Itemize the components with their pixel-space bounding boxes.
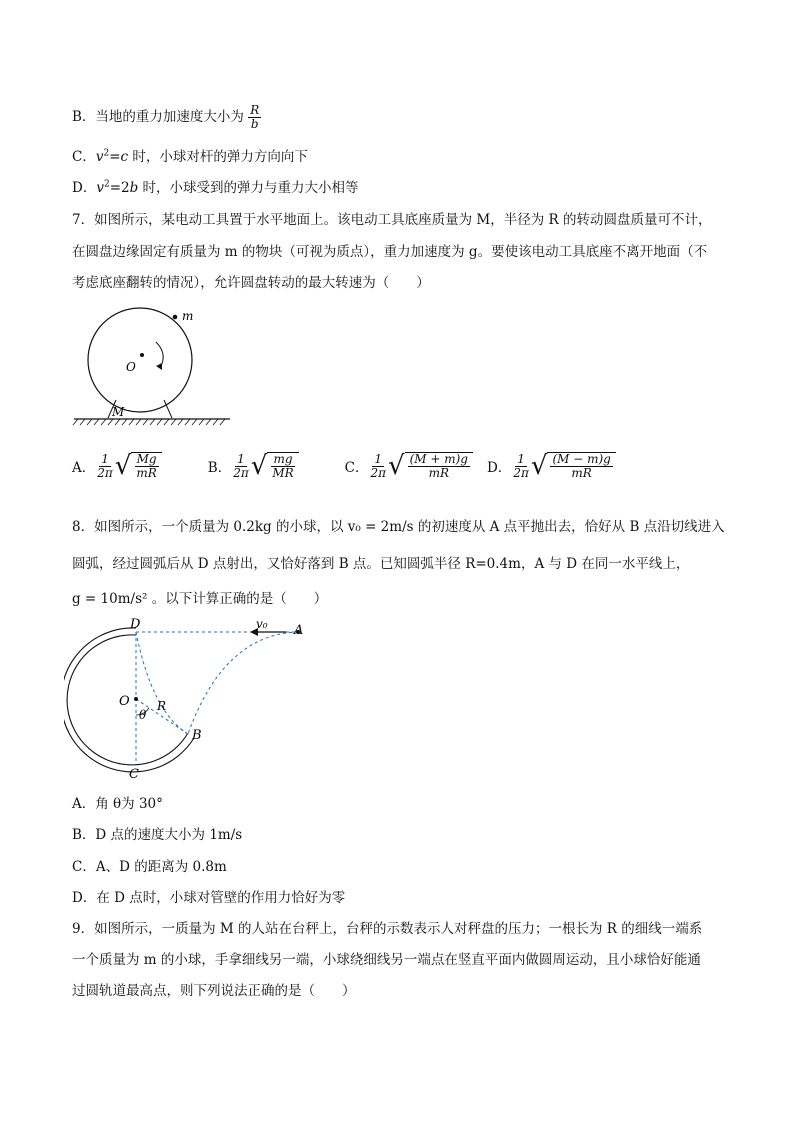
- q9-stem-line-1: 9．如图所示，一质量为 M 的人站在台秤上，台秤的示数表示人对秤盘的压力；一根长为 R 的细线一端系: [72, 921, 703, 937]
- label-C: C: [129, 767, 139, 782]
- q8-figure-circular-tube: [64, 612, 324, 787]
- label-theta: θ: [139, 708, 147, 722]
- label-R: R: [157, 699, 167, 713]
- q8-option-b: B．D 点的速度大小为 1m/s: [72, 827, 243, 843]
- q6-option-b: B．当地的重力加速度大小为 $\frac{R}{b}$: [72, 103, 260, 131]
- label-M: M: [112, 405, 125, 419]
- ground-hatching: [73, 419, 225, 425]
- q8-stem-line-1: 8．如图所示，一个质量为 0.2kg 的小球，以 v₀ = 2m/s 的初速度从 A 点平抛出去，恰好从 B 点沿切线进入: [72, 519, 725, 535]
- rotation-arrowhead: [156, 363, 162, 370]
- point-O-dot: [134, 697, 138, 701]
- q9-stem-line-3: 过圆轨道最高点，则下列说法正确的是（ ）: [72, 983, 356, 999]
- q7-stem-line-3: 考虑底座翻转的情况），允许圆盘转动的最大转速为（ ）: [72, 275, 430, 291]
- base-right-leg: [164, 400, 172, 418]
- q8-stem-line-3: g = 10m/s² 。以下计算正确的是（ ）: [72, 591, 328, 607]
- q7-option-c: C． $\frac{1}{2\pi}$ √ $\frac{(M + m)g}{mR}$: [345, 452, 473, 480]
- q8-option-d: D．在 D 点时，小球对管壁的作用力恰好为零: [72, 890, 346, 906]
- q7-stem-line-2: 在圆盘边缘固定有质量为 m 的物块（可视为质点），重力加速度为 g。要使该电动工具底座不离开地面（不: [72, 244, 708, 260]
- rotation-arrow: [156, 342, 163, 368]
- q7-options: [72, 452, 662, 480]
- q7-option-d: D． $\frac{1}{2\pi}$ √ $\frac{(M - m)g}{mR}$: [487, 452, 616, 480]
- label-B: B: [192, 728, 202, 743]
- label-O: O: [119, 694, 130, 709]
- label-A: A: [294, 623, 304, 638]
- label-D: D: [130, 617, 141, 632]
- q6-option-b-fraction: $\frac{R}{b}$: [250, 103, 260, 131]
- trajectory-A-to-B: [188, 632, 298, 734]
- q8-option-a: A．角 θ为 30°: [72, 796, 163, 812]
- q7-option-a: A． $\frac{1}{2\pi}$ √ $\frac{Mg}{mR}$: [72, 452, 162, 480]
- q7-figure-rotating-disk: [72, 300, 242, 430]
- q7-option-b: B． $\frac{1}{2\pi}$ √ $\frac{mg}{MR}$: [208, 452, 299, 480]
- label-O: O: [126, 360, 136, 374]
- block-m-dot: [173, 315, 178, 320]
- q6-option-c: C．$v^2=c$ 时，小球对杆的弹力方向向下: [72, 148, 308, 165]
- q9-stem-line-2: 一个质量为 m 的小球，手拿细线另一端，小球绕细线另一端点在竖直平面内做圆周运动，且小球恰好能通: [72, 952, 701, 968]
- disk-center-dot: [140, 353, 144, 357]
- q7-stem-line-1: 7．如图所示，某电动工具置于水平地面上。该电动工具底座质量为 M，半径为 R 的转动圆盘质量可不计，: [72, 212, 712, 228]
- disk-circle: [88, 308, 192, 412]
- q8-option-c: C．A、D 的距离为 0.8m: [72, 859, 227, 875]
- q6-option-d: D．$v^2=2b$ 时，小球受到的弹力与重力大小相等: [72, 179, 359, 196]
- label-m: m: [182, 309, 194, 323]
- label-v0: v₀: [256, 617, 268, 631]
- q8-stem-line-2: 圆弧，经过圆弧后从 D 点射出，又恰好落到 B 点。已知圆弧半径 R=0.4m，A 与 D 在同一水平线上，: [72, 556, 690, 572]
